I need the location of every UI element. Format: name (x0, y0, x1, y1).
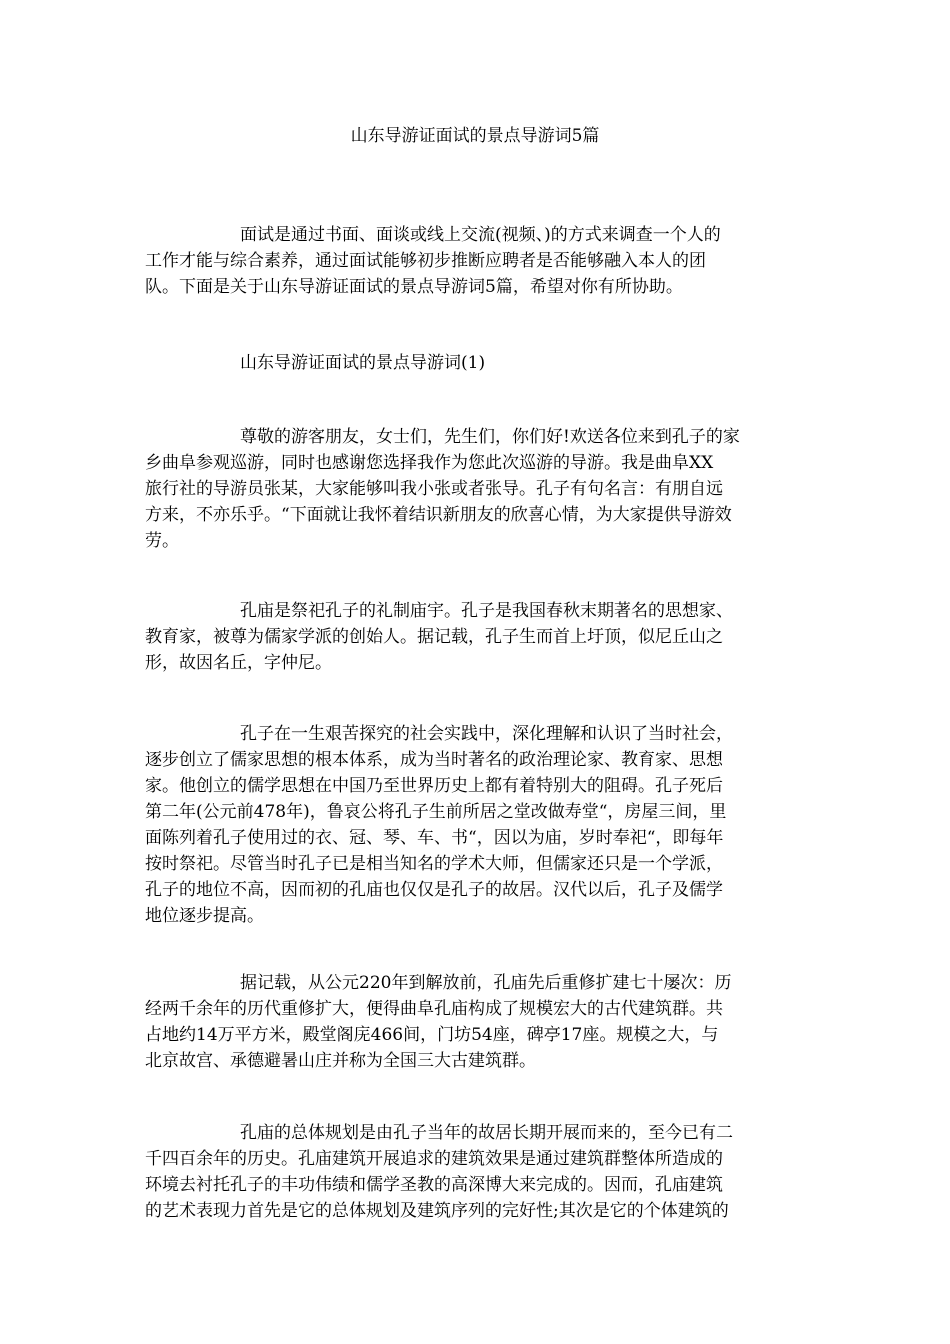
paragraph-line: 第二年(公元前478年)，鲁哀公将孔子生前所居之堂改做寿堂“，房屋三间，里 (145, 802, 727, 822)
paragraph-line: 按时祭祀。尽管当时孔子已是相当知名的学术大师，但儒家还只是一个学派， (145, 854, 723, 874)
paragraph-line: 旅行社的导游员张某，大家能够叫我小张或者张导。孔子有句名言：有朋自远 (145, 479, 723, 499)
section-heading: 山东导游证面试的景点导游词(1) (240, 353, 486, 373)
paragraph-line: 形，故因名丘，字仲尼。 (145, 653, 332, 673)
paragraph-line: 千四百余年的历史。孔庙建筑开展追求的建筑效果是通过建筑群整体所造成的 (145, 1149, 723, 1169)
paragraph-line: 孔子的地位不高，因而初的孔庙也仅仅是孔子的故居。汉代以后，孔子及儒学 (145, 880, 723, 900)
paragraph-line: 孔子在一生艰苦探究的社会实践中，深化理解和认识了当时社会， (240, 724, 733, 744)
paragraph (145, 721, 805, 929)
paragraph-line: 环境去衬托孔子的丰功伟绩和儒学圣教的高深博大来完成的。因而，孔庙建筑 (145, 1175, 723, 1195)
paragraph-line: 据记载，从公元220年到解放前，孔庙先后重修扩建七十屡次：历 (240, 973, 732, 993)
paragraph (145, 598, 805, 676)
document-title: 山东导游证面试的景点导游词5篇 (350, 126, 600, 146)
paragraph-line: 劳。 (145, 531, 179, 551)
paragraph-line: 方来，不亦乐乎。“下面就让我怀着结识新朋友的欣喜心情，为大家提供导游效 (145, 505, 732, 525)
paragraph-line: 孔庙的总体规划是由孔子当年的故居长期开展而来的，至今已有二 (240, 1123, 733, 1143)
paragraph-line: 北京故宫、承德避暑山庄并称为全国三大古建筑群。 (145, 1051, 536, 1071)
paragraph-line: 队。下面是关于山东导游证面试的景点导游词5篇，希望对你有所协助。 (145, 277, 683, 297)
paragraph-line: 经两千余年的历代重修扩大，便得曲阜孔庙构成了规模宏大的古代建筑群。共 (145, 999, 723, 1019)
paragraph-line: 地位逐步提高。 (145, 906, 264, 926)
paragraph-line: 逐步创立了儒家思想的根本体系，成为当时著名的政治理论家、教育家、思想 (145, 750, 723, 770)
paragraph (145, 424, 805, 554)
paragraph-line: 孔庙是祭祀孔子的礼制庙宇。孔子是我国春秋末期著名的思想家、 (240, 601, 733, 621)
paragraph-line: 面陈列着孔子使用过的衣、冠、琴、车、书“，因以为庙，岁时奉祀“，即每年 (145, 828, 724, 848)
paragraph (145, 1120, 805, 1224)
paragraph-line: 工作才能与综合素养，通过面试能够初步推断应聘者是否能够融入本人的团 (145, 251, 706, 271)
paragraph-line: 占地约14万平方米，殿堂阁庑466间，门坊54座，碑亭17座。规模之大，与 (145, 1025, 719, 1045)
intro-paragraph (145, 222, 805, 300)
paragraph-line: 面试是通过书面、面谈或线上交流(视频、)的方式来调查一个人的 (240, 225, 721, 245)
paragraph-line: 尊敬的游客朋友，女士们，先生们，你们好!欢送各位来到孔子的家 (240, 427, 740, 447)
paragraph (145, 970, 805, 1074)
paragraph-line: 的艺术表现力首先是它的总体规划及建筑序列的完好性;其次是它的个体建筑的 (145, 1201, 729, 1221)
paragraph-line: 教育家，被尊为儒家学派的创始人。据记载，孔子生而首上圩顶，似尼丘山之 (145, 627, 723, 647)
paragraph-line: 乡曲阜参观巡游，同时也感谢您选择我作为您此次巡游的导游。我是曲阜XX (145, 453, 714, 473)
paragraph-line: 家。他创立的儒学思想在中国乃至世界历史上都有着特别大的阻碍。孔子死后 (145, 776, 723, 796)
